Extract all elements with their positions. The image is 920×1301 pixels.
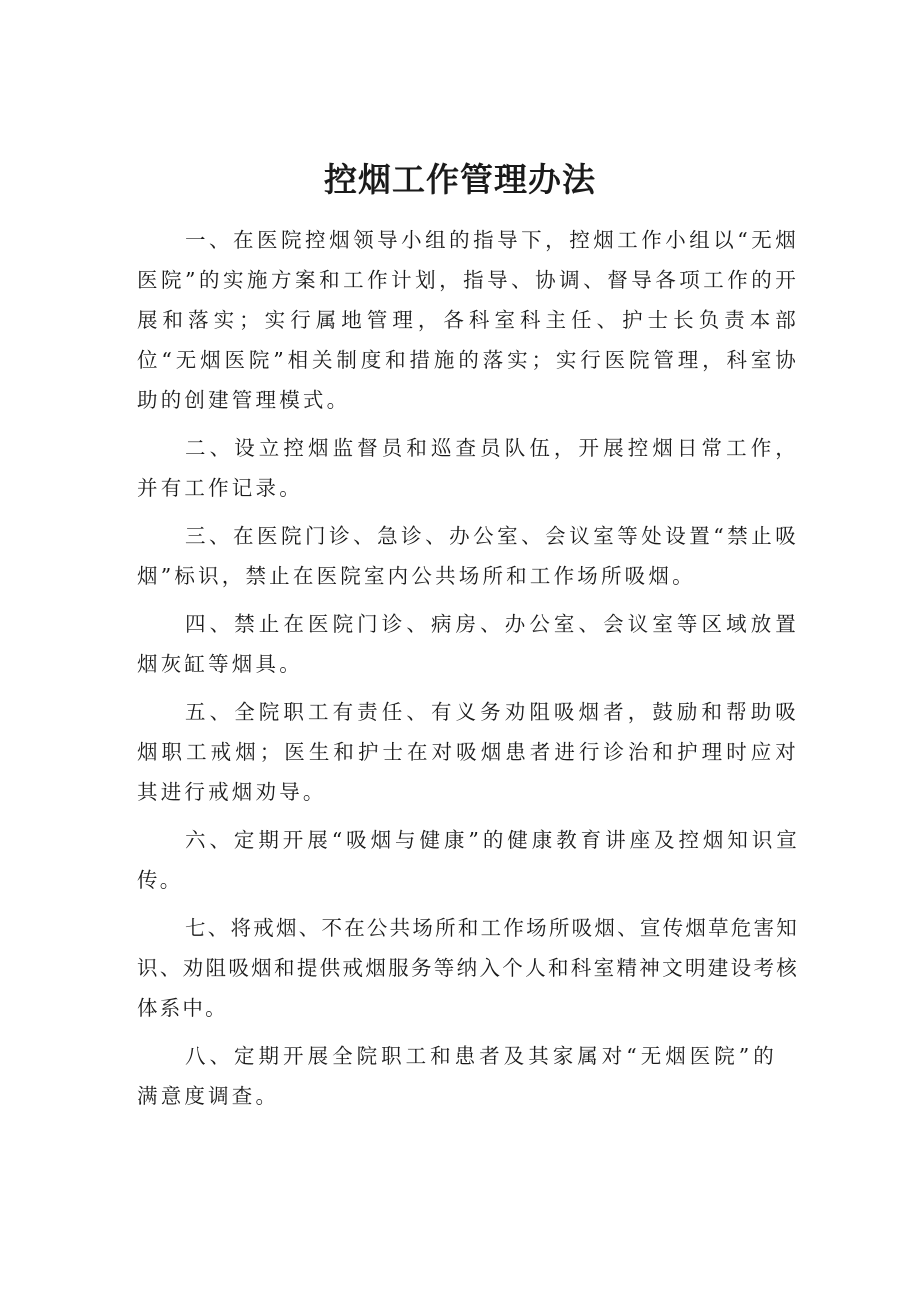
document-body	[137, 220, 799, 1124]
paragraph-5: 五、全院职工有责任、有义务劝阻吸烟者，鼓励和帮助吸烟职工戒烟；医生和护士在对吸烟患者进行诊治和护理时应对其进行戒烟劝导。	[137, 700, 799, 804]
paragraph-4: 四、禁止在医院门诊、病房、办公室、会议室等区域放置烟灰缸等烟具。	[137, 612, 799, 676]
paragraph-3: 三、在医院门诊、急诊、办公室、会议室等处设置“禁止吸烟”标识，禁止在医院室内公共场所和工作场所吸烟。	[137, 524, 799, 588]
paragraph-8: 八、定期开展全院职工和患者及其家属对“无烟医院”的满意度调查。	[137, 1044, 777, 1108]
paragraph-1: 一、在医院控烟领导小组的指导下，控烟工作小组以“无烟医院”的实施方案和工作计划，指导、协调、督导各项工作的开展和落实；实行属地管理，各科室科主任、护士长负责本部位“无烟医院”相关制度和措施的落实；实行医院管理，科室协助的创建管理模式。	[137, 228, 799, 412]
paragraph-2: 二、设立控烟监督员和巡查员队伍，开展控烟日常工作，并有工作记录。	[137, 436, 799, 500]
page-title: 控烟工作管理办法	[324, 160, 596, 199]
paragraph-7: 七、将戒烟、不在公共场所和工作场所吸烟、宣传烟草危害知识、劝阻吸烟和提供戒烟服务等纳入个人和科室精神文明建设考核体系中。	[137, 916, 799, 1020]
paragraph-6: 六、定期开展“吸烟与健康”的健康教育讲座及控烟知识宣传。	[137, 828, 799, 892]
